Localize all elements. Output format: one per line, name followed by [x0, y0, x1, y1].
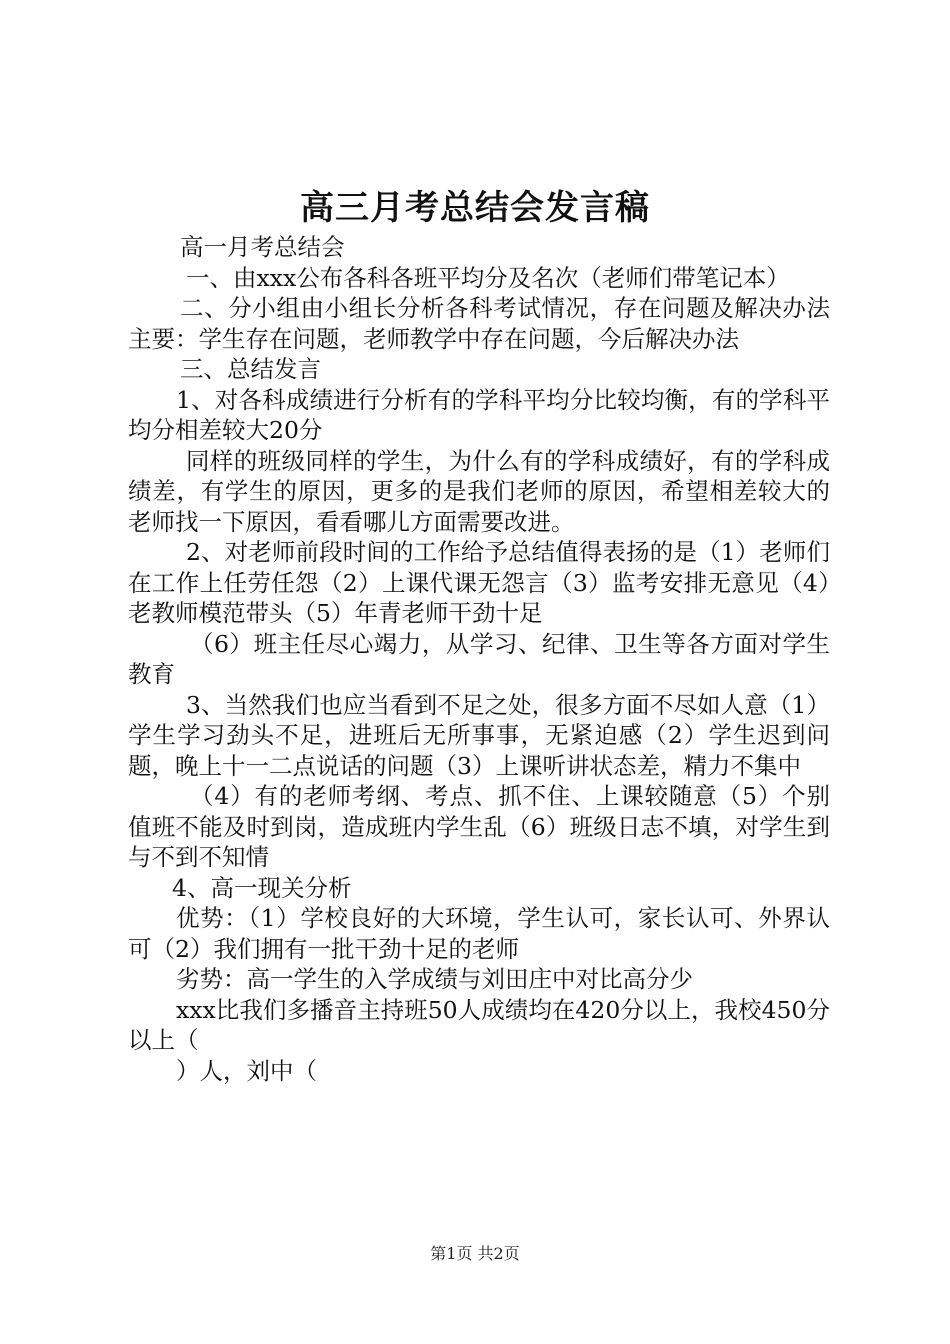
- paragraph-heading: 高一月考总结会: [180, 233, 345, 261]
- paragraph-item-1: 一、由xxx公布各科各班平均分及名次（老师们带笔记本）: [186, 263, 790, 292]
- paragraph-point-1: 1、对各科成绩进行分析有的学科平均分比较均衡，有的学科平均分相差较大20分: [128, 385, 830, 444]
- paragraph-strengths: 优势：（1）学校良好的大环境，学生认可，家长认可、外界认可（2）我们拥有一批干劲十足的老师: [128, 904, 830, 963]
- paragraph-point-3-continued: （4）有的老师考纲、考点、抓不住、上课较随意（5）个别值班不能及时到岗，造成班内学生乱（6）班级日志不填，对学生到与不到不知情: [128, 782, 830, 871]
- paragraph-item-3: 三、总结发言: [180, 355, 321, 383]
- paragraph-item-2: 二、分小组由小组长分析各科考试情况，存在问题及解决办法主要：学生存在问题，老师教学中存在问题，今后解决办法: [128, 294, 830, 353]
- paragraph-point-1-detail: 同样的班级同样的学生，为什么有的学科成绩好，有的学科成绩差，有学生的原因，更多的是我们老师的原因，希望相差较大的老师找一下原因，看看哪儿方面需要改进。: [128, 446, 830, 536]
- paragraph-point-2: 2、对老师前段时间的工作给予总结值得表扬的是（1）老师们在工作上任劳任怨（2）上课代课无怨言（3）监考安排无意见（4）老教师模范带头（5）年青老师干劲十足: [128, 538, 830, 627]
- paragraph-point-3: 3、当然我们也应当看到不足之处，很多方面不尽如人意（1）学生学习劲头不足，进班后无所事事，无紧迫感（2）学生迟到问题，晚上十一二点说话的问题（3）上课听讲状态差，精力不集中: [128, 690, 830, 780]
- paragraph-point-4: 4、高一现关分析: [172, 873, 352, 902]
- paragraph-weaknesses: 劣势：高一学生的入学成绩与刘田庄中对比高分少: [176, 965, 693, 993]
- paragraph-comparison: xxx比我们多播音主持班50人成绩均在420分以上，我校450分以上（: [128, 995, 830, 1054]
- document-title: 高三月考总结会发言稿: [300, 188, 650, 228]
- paragraph-comparison-continued: ）人，刘中（: [176, 1056, 317, 1085]
- document-body: [128, 232, 830, 1086]
- page-number-footer: 第1页 共2页: [430, 1244, 520, 1263]
- paragraph-point-2-continued: （6）班主任尽心竭力，从学习、纪律、卫生等各方面对学生教育: [128, 629, 830, 688]
